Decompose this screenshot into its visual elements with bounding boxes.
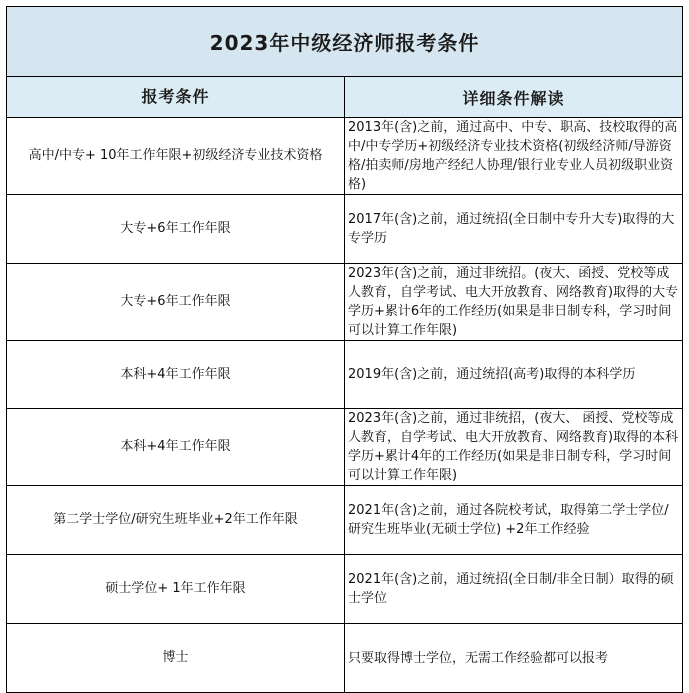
- detail-cell: 2023年(含)之前，通过非统招。(夜大、函授、党校等成人教育，自学考试、电大开放教育、网络教育)取得的大专学历+累计6年的工作经历(如果是非日制专科，学习时间可以计算工作年限): [345, 264, 683, 341]
- column-header-condition: 报考条件: [7, 77, 345, 118]
- detail-cell: 2023年(含)之前，通过非统招，(夜大、 函授、党校等成人教育，自学考试、电大开放教育、网络教育)取得的本科学历+累计4年的工作经历(如果是非日制专科，学习时间可以计算工作年限): [345, 409, 683, 486]
- detail-cell: 2021年(含)之前，通过统招(全日制/非全日制）取得的硕士学位: [345, 555, 683, 624]
- table-row: [7, 624, 683, 693]
- detail-cell: 2013年(含)之前，通过高中、中专、职高、技校取得的高中/中专学历+初级经济专业技术资格(初级经济师/导游资格/拍卖师/房地产经纪人协理/银行业专业人员初级职业资格): [345, 118, 683, 195]
- detail-cell: 只要取得博士学位，无需工作经验都可以报考: [345, 624, 683, 693]
- detail-cell: 2021年(含)之前，通过各院校考试，取得第二学士学位/研究生班毕业(无硕士学位) +2年工作经验: [345, 486, 683, 555]
- table-title: 2023年中级经济师报考条件: [7, 7, 683, 77]
- table-row: [7, 341, 683, 409]
- table-row: [7, 195, 683, 264]
- condition-cell: 第二学士学位/研究生班毕业+2年工作年限: [7, 486, 345, 555]
- table-row: [7, 555, 683, 624]
- table-row: [7, 118, 683, 195]
- detail-cell: 2019年(含)之前，通过统招(高考)取得的本科学历: [345, 341, 683, 409]
- table-row: [7, 409, 683, 486]
- condition-cell: 高中/中专+ 10年工作年限+初级经济专业技术资格: [7, 118, 345, 195]
- condition-cell: 大专+6年工作年限: [7, 264, 345, 341]
- condition-cell: 硕士学位+ 1年工作年限: [7, 555, 345, 624]
- detail-cell: 2017年(含)之前，通过统招(全日制中专升大专)取得的大专学历: [345, 195, 683, 264]
- condition-cell: 本科+4年工作年限: [7, 409, 345, 486]
- column-header-detail: 详细条件解读: [345, 77, 683, 118]
- header-row: [7, 77, 683, 118]
- table-row: [7, 264, 683, 341]
- condition-cell: 博士: [7, 624, 345, 693]
- requirements-table: [6, 6, 683, 693]
- table-row: [7, 486, 683, 555]
- condition-cell: 大专+6年工作年限: [7, 195, 345, 264]
- condition-cell: 本科+4年工作年限: [7, 341, 345, 409]
